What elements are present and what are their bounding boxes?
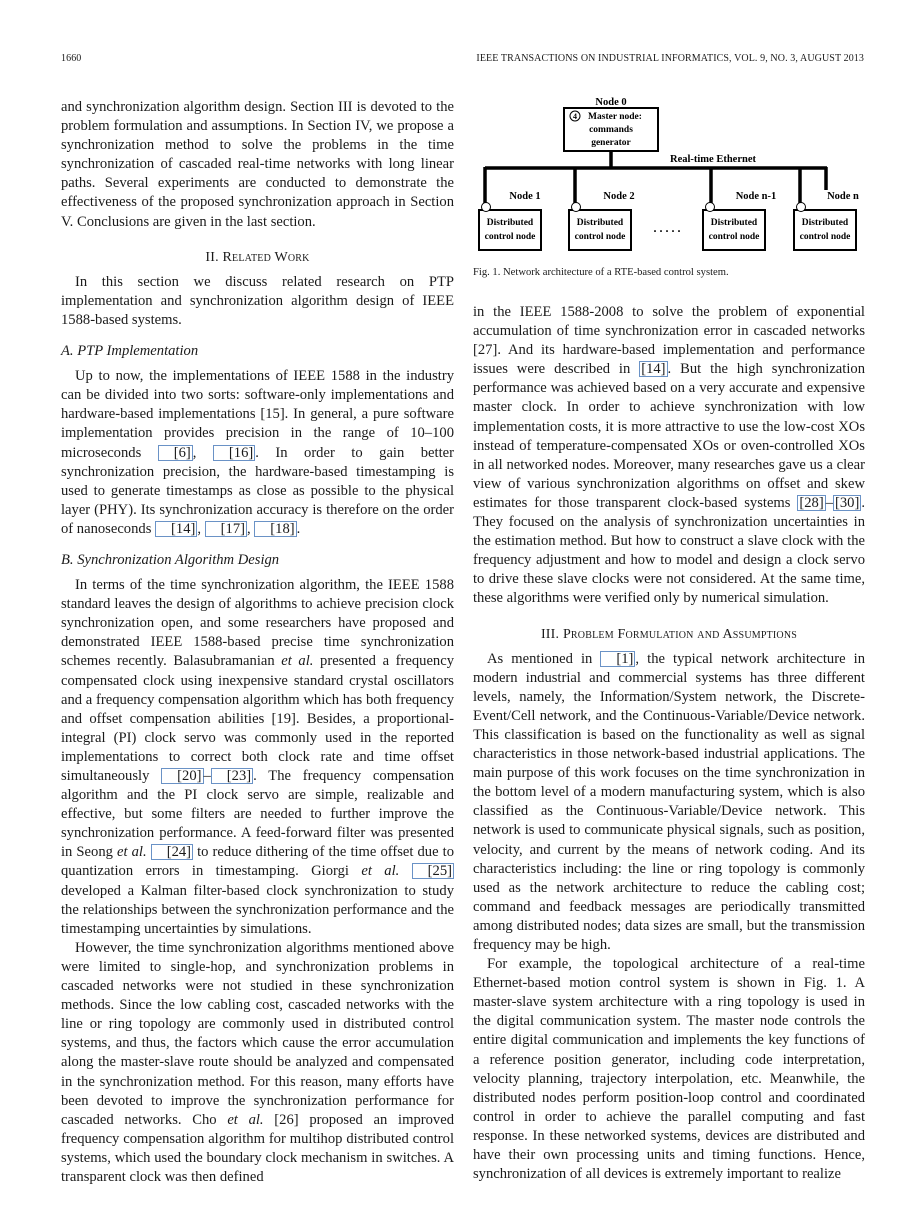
section-2-paragraph: In this section we discuss related research on PTP implementation and synchronization algorithm design of IEEE 1588-based systems. bbox=[61, 273, 454, 328]
subsection-b-heading: B. Synchronization Algorithm Design bbox=[61, 551, 280, 568]
citation-link[interactable]: [24] bbox=[151, 844, 193, 860]
running-header: IEEE TRANSACTIONS ON INDUSTRIAL INFORMATICS, VOL. 9, NO. 3, AUGUST 2013 bbox=[476, 53, 864, 64]
ellipsis: . . . . . bbox=[653, 221, 681, 235]
citation-link[interactable]: [28] bbox=[799, 494, 824, 511]
svg-text:control node: control node bbox=[574, 232, 626, 242]
citation-link[interactable]: [20] bbox=[161, 768, 203, 784]
clock-glyph: 4 bbox=[573, 112, 577, 121]
subsection-a-paragraph: Up to now, the implementations of IEEE 1588 in the industry can be divided into two sorts: software-only implementations and hardware-based implementations [15]. In general, a pure software implementation provides precision in the range of 10–100 microseconds [6] , [16] . In order to gain better synchronization precision, the hardware-based timestamping is used to generate timestamps as close as possible to the physical layer (PHY). Its synchronization accuracy is therefore on the order of nanoseconds [14] , [17] , [18] . bbox=[61, 368, 454, 537]
limitations-paragraph: However, the time synchronization algorithms mentioned above were limited to single-hop, and synchronization problems in cascaded networks were not studied in these synchronization methods. Since the low cabling cost, cascaded networks with the line or ring topology are commonly used in distributed control systems, and thus, the factors which cause the error accumulation along the master-slave route should be analyzed and compensated in the synchronization method. For this reason, many efforts have been devoted to improve the synchronization performance for cascaded networks. Cho et al. [26] proposed an improved frequency compensation algorithm for multihop distributed control systems, which used the boundary clock mechanism in switches. A transparent clock was then defined bbox=[61, 939, 454, 1185]
svg-text:Distributed: Distributed bbox=[801, 218, 849, 228]
distributed-node-2 bbox=[569, 203, 631, 251]
intro-paragraph: and synchronization algorithm design. Section III is devoted to the problem formulation and assumptions. In Section IV, we propose a synchronization method to solve the problems in the time synchronization of cascaded real-time networks with long linear paths. Several experiments are conducted to demonstrate the effectiveness of the proposed synchronization approach in Section V. Conclusions are given in the last section. bbox=[61, 99, 454, 230]
figure-caption: Fig. 1. Network architecture of a RTE-based control system. bbox=[473, 267, 729, 278]
master-label-3: generator bbox=[591, 138, 631, 148]
master-label-2: commands bbox=[589, 125, 633, 135]
page-number: 1660 bbox=[61, 53, 82, 64]
citation-link[interactable]: [30] bbox=[835, 494, 860, 511]
distributed-node-n bbox=[794, 203, 856, 251]
subsection-a-heading: A. PTP Implementation bbox=[61, 343, 199, 360]
subsection-b-paragraph: In terms of the time synchronization algorithm, the IEEE 1588 standard leaves the design of algorithms to achieve precision clock synchronization open, and some researchers have proposed and demonstrated IEEE 1588-based precise time synchronization schemes recently. Balasubramanian et al. presented a frequency compensated clock using inexpensive standard crystal oscillators and a frequency compensation algorithm which has both frequency and offset compensation abilities [19]. Besides, a proportional-integral (PI) clock servo was commonly used in the reported implementations to correct both clock rate and time offset simultaneously [20] – [23] . The frequency compensation algorithm and the PI clock servo are simple, realizable and effective, but some filters are needed to further improve the synchronization performance. A feed-forward filter was presented in Seong et al. [24] to reduce dithering of the time offset due to quantization errors in timestamping. Giorgi et al. [25] developed a Kalman filter-based clock synchronization to study the relationships between the synchronization performance and the timestamping uncertainties by simulations. bbox=[61, 577, 455, 937]
citation-link[interactable]: [6] bbox=[158, 445, 193, 461]
distributed-node-1 bbox=[479, 203, 541, 251]
left-column bbox=[61, 98, 454, 1187]
example-paragraph: For example, the topological architecture of a real-time Ethernet-based motion control system is shown in Fig. 1. A master-slave system architecture with a ring topology is used in the digital communication system. The master node controls the entire digital communication and implements the key functions of a reference position generator, including code interpretation, velocity planning, trajectory interpolation, etc. Meanwhile, the distributed nodes perform position-loop control and coordinated control in order to achieve the parallel computing and fast response. In these networked systems, devices are distributed and have their own processing units and timing functions. Hence, synchronization of all devices is extremely important to realize bbox=[473, 956, 865, 1183]
svg-text:control node: control node bbox=[799, 232, 851, 242]
svg-text:Distributed: Distributed bbox=[576, 218, 624, 228]
citation-link[interactable]: [14] bbox=[641, 361, 666, 378]
section-3-heading: III. Problem Formulation and Assumptions bbox=[540, 626, 798, 642]
svg-text:control node: control node bbox=[708, 232, 760, 242]
noden1-label: Node n-1 bbox=[735, 191, 777, 202]
citation-link[interactable]: [16] bbox=[213, 445, 255, 461]
node1-label: Node 1 bbox=[509, 191, 541, 202]
distributed-node-n-1 bbox=[703, 203, 765, 251]
citation-link[interactable]: [1] bbox=[600, 651, 635, 667]
svg-text:Distributed: Distributed bbox=[710, 218, 758, 228]
node2-label: Node 2 bbox=[603, 191, 635, 202]
noden-label: Node n bbox=[827, 191, 859, 202]
continued-paragraph: in the IEEE 1588-2008 to solve the problem of exponential accumulation of time synchronization error in cascaded networks [27]. And its hardware-based implementation and performance issues were described in [14] . But the high synchronization performance was achieved based on a very accurate and expensive master clock. In order to achieve synchronization with low implementation costs, it is more attractive to use the low-cost XOs instead of temperature-compensated XOs or oven-controlled XOs in all networked nodes. Moreover, many researches gave us a clear view of various synchronization algorithms on offset and skew estimates for those transparent clock-based systems [28] – [30] . They focused on the analysis of synchronization uncertainties in the estimation method. But how to construct a slave clock with the frequency adjustment and how to model and design a clock servo to drive these slave clocks were not considered. At the same time, these algorithms were verified only by numerical simulation. bbox=[473, 304, 865, 607]
node0-label: Node 0 bbox=[595, 97, 627, 108]
network-architecture-figure bbox=[473, 94, 865, 254]
svg-text:control node: control node bbox=[484, 232, 536, 242]
citation-link[interactable]: [18] bbox=[254, 521, 296, 537]
section-3-paragraph: As mentioned in [1] , the typical network architecture in modern industrial and commercial systems has three different levels, namely, the Information/System network, the Discrete-Event/Cell network, and the Continuous-Variable/Device network. This classification is based on the functionality as well as signal characteristics in those network-based industrial applications. The main purpose of this work focuses on the time synchronization in the bottom level of a modern manufacturing system, which is also classified as the Continuous-Variable/Device network. This network is used to communicate physical signals, such as position, velocity, and current by the means of network coding. And its characteristics including: the line or ring topology is commonly used as the network architecture to reduce the cabling cost; command and feedback messages are periodically transmitted among distributed nodes; data sizes are small, but the transmission frequency may be high. bbox=[473, 650, 865, 953]
citation-link[interactable]: [14] bbox=[155, 521, 197, 537]
citation-link[interactable]: [25] bbox=[412, 863, 454, 879]
citation-link[interactable]: [23] bbox=[211, 768, 253, 784]
bus-label: Real-time Ethernet bbox=[669, 154, 757, 165]
master-label-1: Master node: bbox=[588, 112, 642, 122]
section-2-heading: II. Related Work bbox=[205, 249, 310, 265]
citation-link[interactable]: [17] bbox=[205, 521, 247, 537]
right-column bbox=[473, 303, 865, 1184]
svg-text:Distributed: Distributed bbox=[486, 218, 534, 228]
